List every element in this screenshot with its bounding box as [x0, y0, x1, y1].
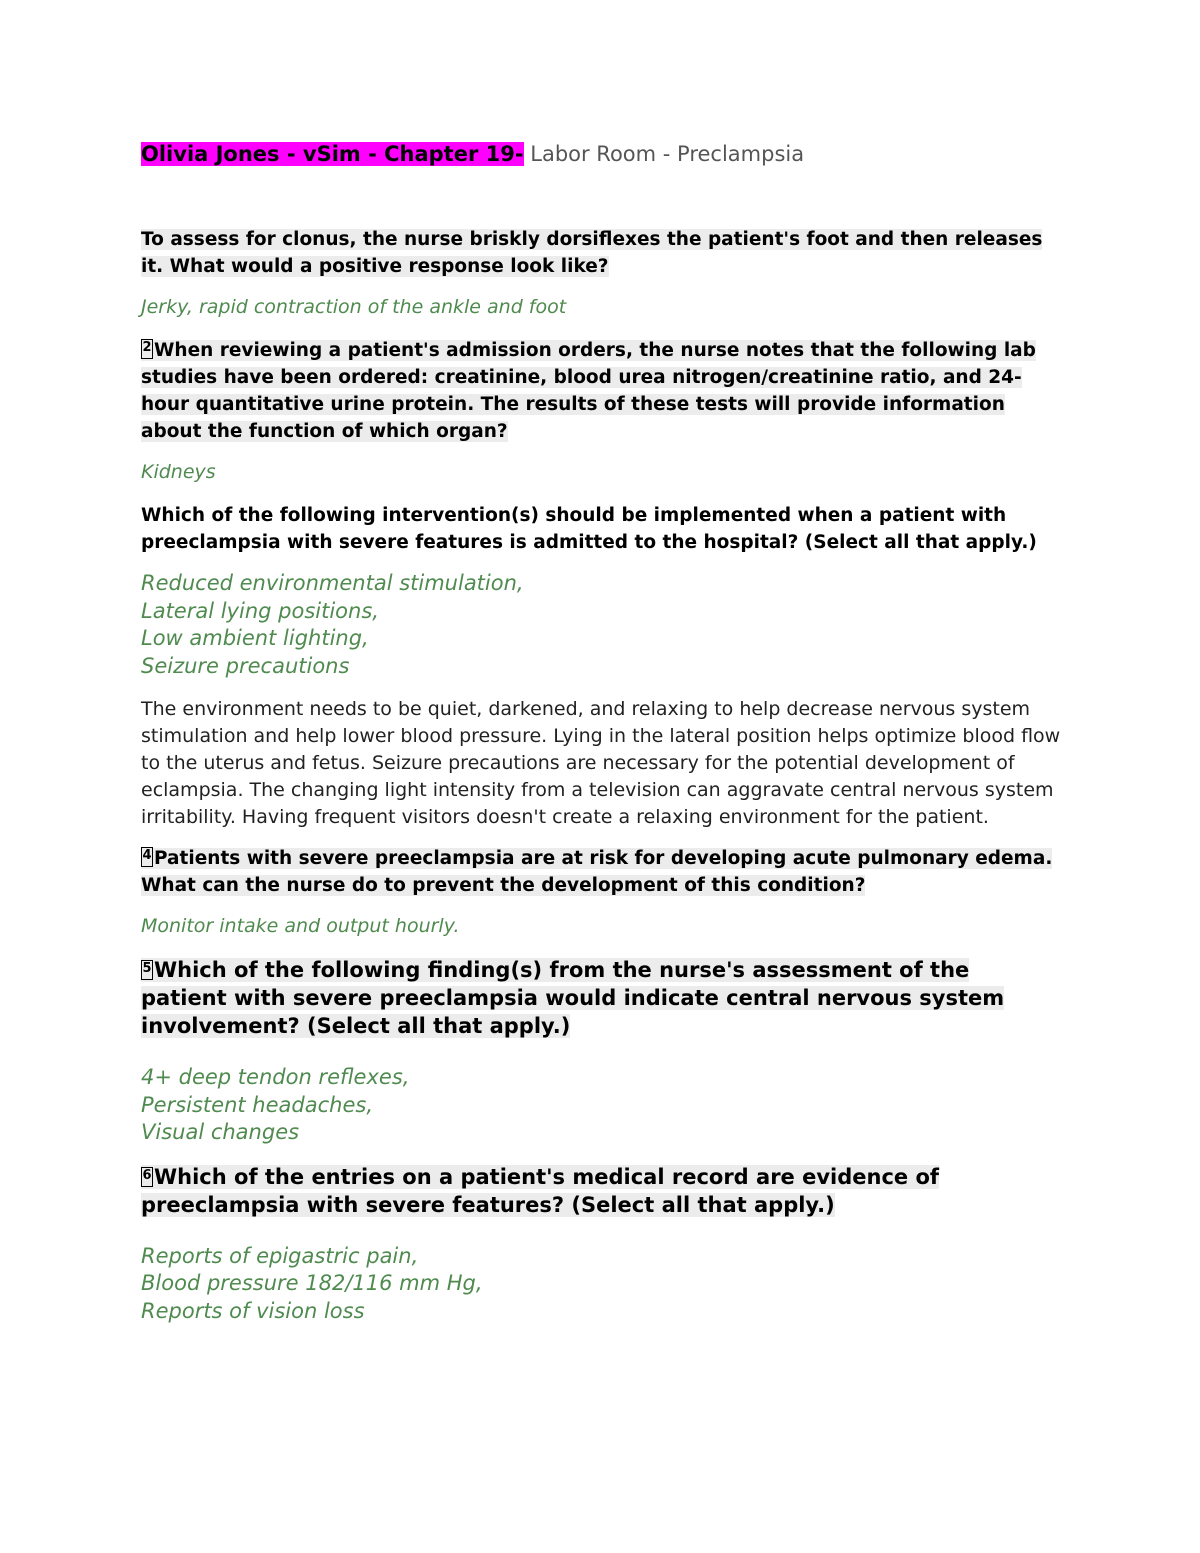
list-item: Blood pressure 182/116 mm Hg, [141, 1271, 483, 1295]
list-item: Persistent headaches, [141, 1092, 373, 1117]
document-content [141, 140, 1061, 1341]
list-item: Reports of epigastric pain, [141, 1243, 419, 1268]
list-item: Visual changes [141, 1120, 300, 1144]
question-6-text: Which of the entries on a patient's medical record are evidence of preeclampsia with severe features? (Select all that apply.) [141, 1164, 940, 1217]
question-1-text: To assess for clonus, the nurse briskly dorsiflexes the patient's foot and then releases it. What would a positive response look like? [141, 229, 1043, 277]
question-number-2: 2 [141, 339, 153, 359]
list-item: Seizure precautions [141, 653, 350, 678]
question-2-text: When reviewing a patient's admission orders, the nurse notes that the following lab studies have been ordered: creatinine, blood urea nitrogen/creatinine ratio, and 24-hour quantitative urine protein. The results of these tests will provide information about the function of which organ? [141, 340, 1036, 442]
question-number-5: 5 [141, 960, 153, 980]
question-1 [141, 226, 1061, 280]
question-5 [141, 956, 1061, 1040]
list-item: 4+ deep tendon reflexes, [141, 1065, 410, 1089]
answer-2: Kidneys [141, 461, 216, 483]
answer-1: Jerky, rapid contraction of the ankle and foot [141, 296, 567, 318]
list-item: Lateral lying positions, [141, 598, 379, 623]
answer-6-list [141, 1243, 1061, 1326]
document-title [141, 140, 1061, 168]
question-5-text: Which of the following finding(s) from the nurse's assessment of the patient with severe preeclampsia would indicate central nervous system involvement? (Select all that apply.) [141, 958, 1005, 1038]
answer-5-list [141, 1064, 1061, 1147]
answer-3-list [141, 570, 1061, 680]
title-highlighted: Olivia Jones - vSim - Chapter 19- [141, 142, 524, 166]
question-3 [141, 502, 1061, 556]
explanation-3: The environment needs to be quiet, darkened, and relaxing to help decrease nervous system stimulation and help lower blood pressure. Lying in the lateral position helps optimize blood flow to the uterus and fetus. Seizure precautions are necessary for the potential development of eclampsia. The changing light intensity from a television can aggravate central nervous system irritability. Having frequent visitors doesn't create a relaxing environment for the patient. [141, 698, 1061, 828]
question-2 [141, 337, 1061, 445]
title-subtitle: Labor Room - Preclampsia [523, 142, 805, 166]
list-item: Reports of vision loss [141, 1298, 365, 1323]
answer-4: Monitor intake and output hourly. [141, 915, 460, 937]
question-number-6: 6 [141, 1167, 153, 1187]
question-number-4: 4 [141, 847, 153, 867]
question-4 [141, 845, 1061, 899]
list-item: Reduced environmental stimulation, [141, 571, 524, 595]
question-3-text: Which of the following intervention(s) should be implemented when a patient with preeclampsia with severe features is admitted to the hospital? (Select all that apply.) [141, 505, 1037, 553]
question-4-text: Patients with severe preeclampsia are at risk for developing acute pulmonary edema. What can the nurse do to prevent the development of this condition? [141, 848, 1053, 896]
question-6 [141, 1163, 1061, 1219]
list-item: Low ambient lighting, [141, 626, 369, 650]
